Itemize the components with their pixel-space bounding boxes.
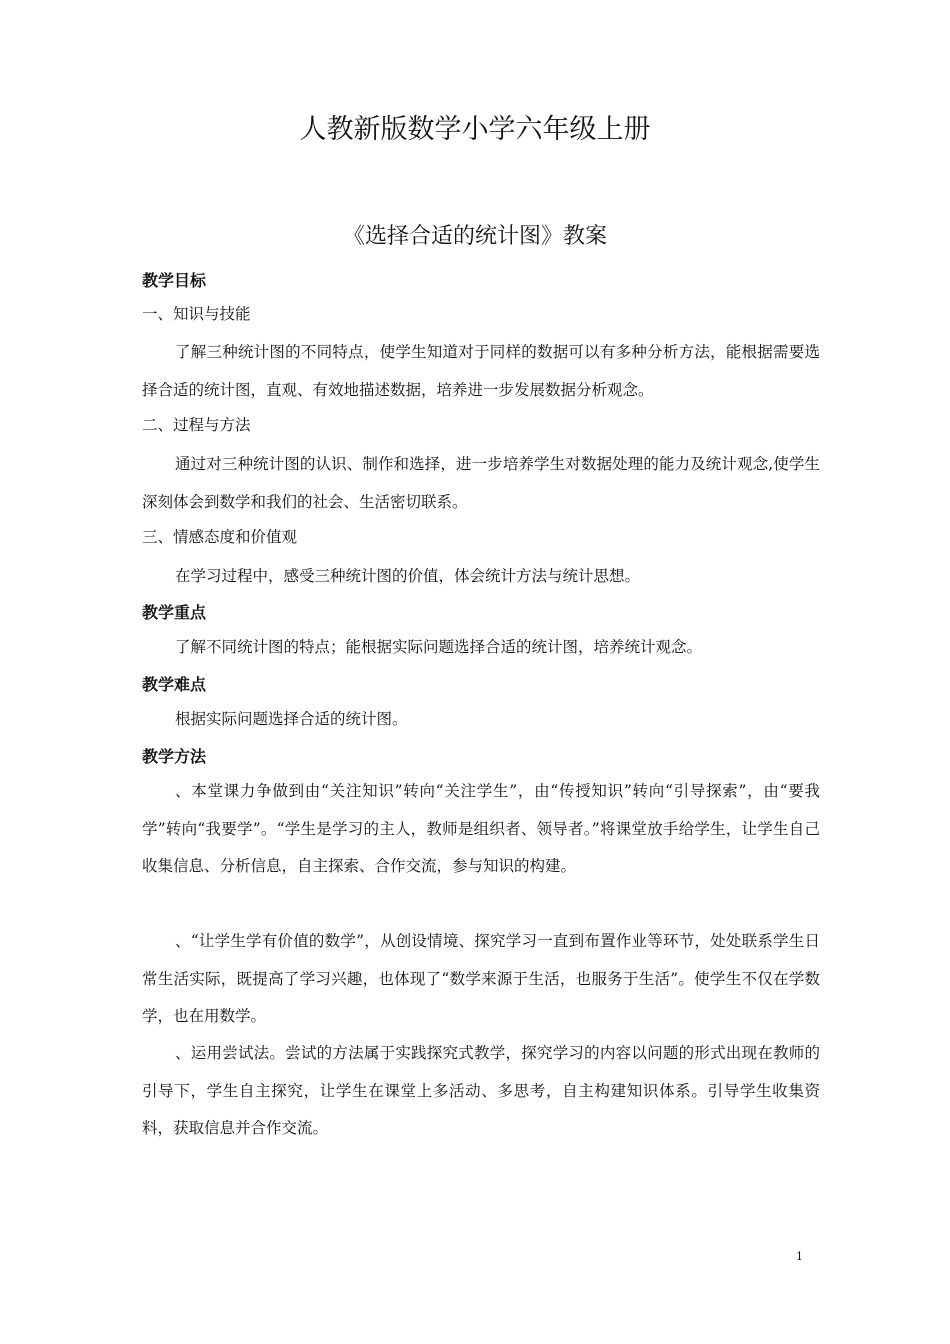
method-paragraph-2: 、“让学生学有价值的数学”，从创设情境、探究学习一直到布置作业等环节，处处联系学生日常生活实际，既提高了学习兴趣，也体现了“数学来源于生活，也服务于生活”。使学生不仅在学数学，也在用数学。 (142, 932, 820, 1025)
page-title: 人教新版数学小学六年级上册 (299, 114, 651, 145)
key-points-text: 了解不同统计图的特点；能根据实际问题选择合适的统计图，培养统计观念。 (175, 638, 703, 656)
objective-label-attitude: 三、情感态度和价值观 (142, 528, 298, 546)
section-heading-difficulties: 教学难点 (142, 675, 207, 694)
page-number: 1 (796, 1250, 803, 1263)
objective-text-attitude: 在学习过程中，感受三种统计图的价值，体会统计方法与统计思想。 (175, 567, 641, 585)
section-heading-key-points: 教学重点 (142, 603, 207, 622)
method-paragraph-1: 、本堂课力争做到由“关注知识”转向“关注学生”，由“传授知识”转向“引导探索”，由“要我学”转向“我要学”。“学生是学习的主人，教师是组织者、领导者。”将课堂放手给学生，让学生自己收集信息、分析信息，自主探索、合作交流，参与知识的构建。 (142, 782, 820, 875)
objective-label-process: 二、过程与方法 (142, 416, 251, 434)
difficulties-text: 根据实际问题选择合适的统计图。 (175, 710, 408, 728)
section-heading-objectives: 教学目标 (142, 271, 207, 290)
section-heading-methods: 教学方法 (142, 747, 207, 766)
method-paragraph-3: 、运用尝试法。尝试的方法属于实践探究式教学，探究学习的内容以问题的形式出现在教师的引导下，学生自主探究，让学生在课堂上多活动、多思考，自主构建知识体系。引导学生收集资料，获取信息并合作交流。 (142, 1044, 820, 1137)
objective-text-process: 通过对三种统计图的认识、制作和选择，进一步培养学生对数据处理的能力及统计观念,使学生深刻体会到数学和我们的社会、生活密切联系。 (142, 455, 820, 511)
document-title: 《选择合适的统计图》教案 (342, 224, 607, 249)
objective-text-knowledge: 了解三种统计图的不同特点，使学生知道对于同样的数据可以有多种分析方法，能根据需要选择合适的统计图，直观、有效地描述数据，培养进一步发展数据分析观念。 (142, 343, 820, 399)
objective-label-knowledge: 一、知识与技能 (142, 305, 251, 323)
